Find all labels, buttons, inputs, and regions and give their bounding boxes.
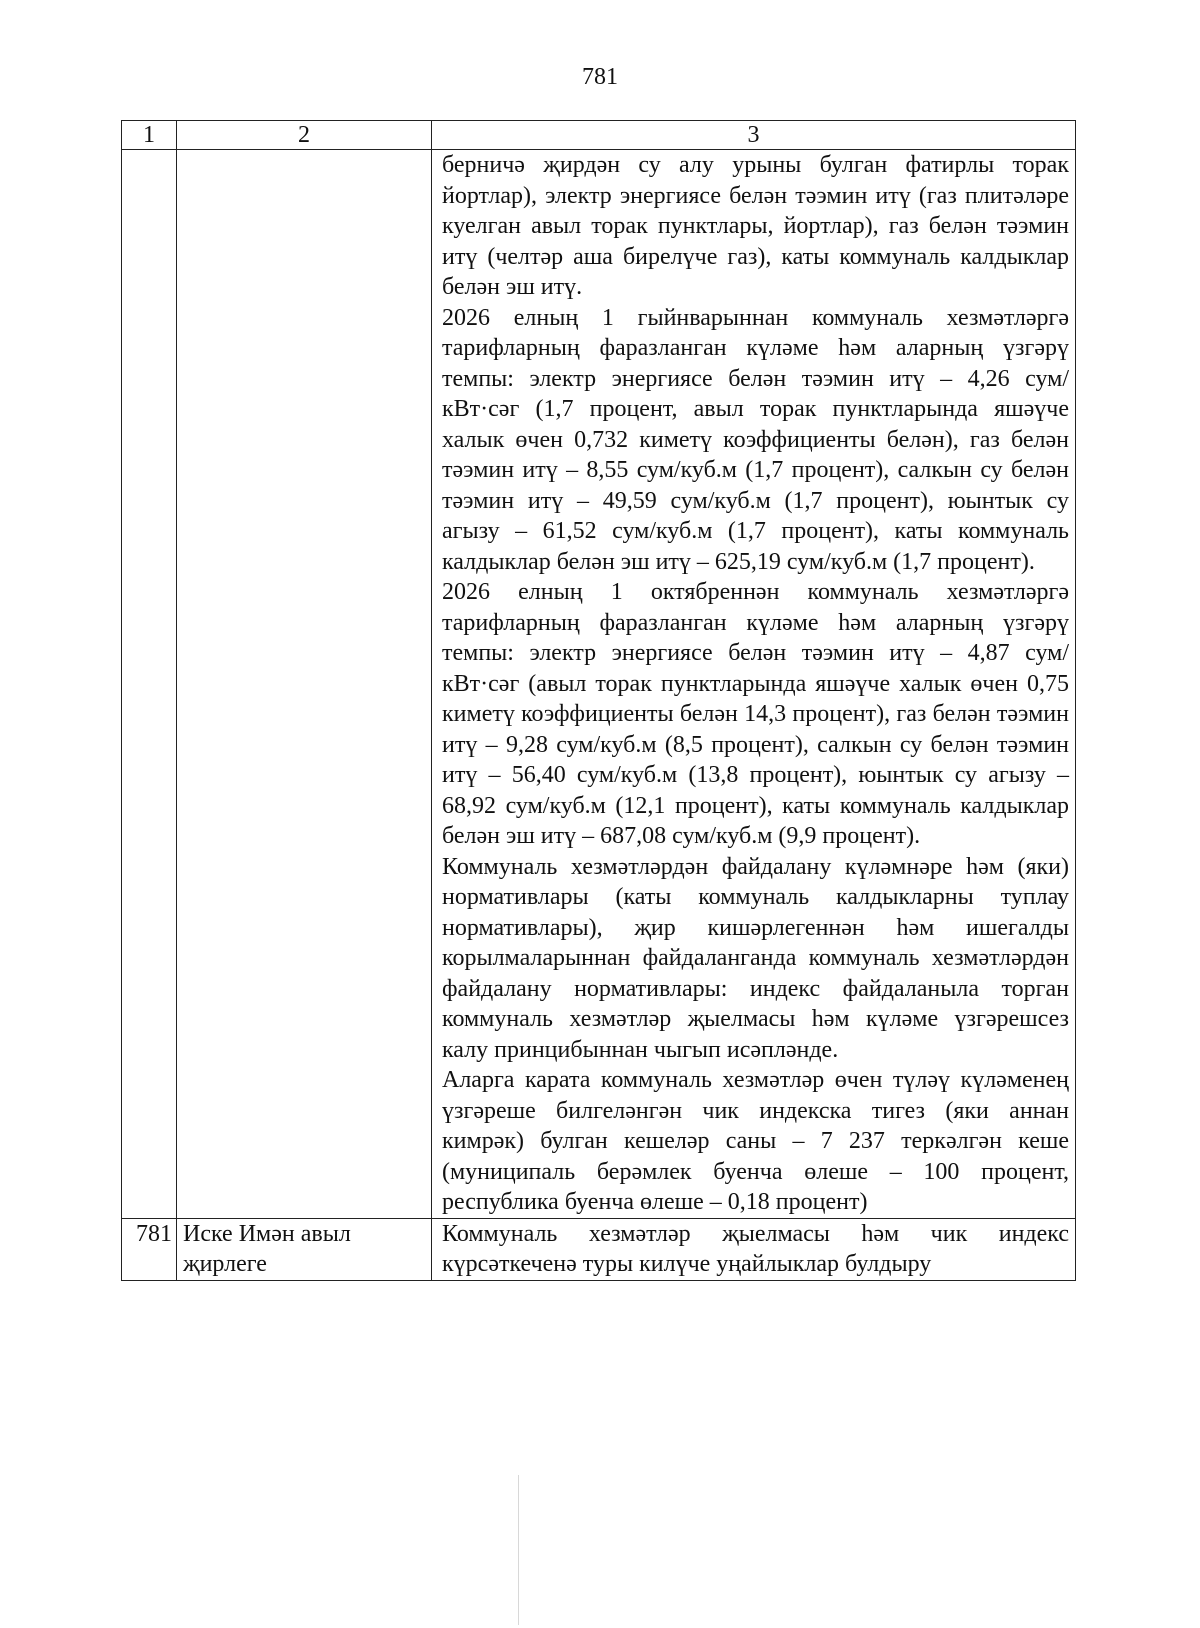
table-header-row [122, 121, 1076, 150]
paragraph-next-row: Коммуналь хезмәтләр җыелмасы һәм чик индекс күрсәткеченә туры килүче уңайлыклар булдыру [442, 1220, 1069, 1277]
paragraph-consumption-norms: Коммуналь хезмәтләрдән файдалану күләмнәре һәм (яки) нормативлары (каты коммуналь калдыкларны туплау нормативлары), җир кишәрлегеннән һәм ишегалды корылмаларыннан файдаланганда коммуналь хезмәтләрдән файдалану нормативлары: индекс файдаланыла торган коммуналь хезмәтләр җыелмасы һәм күләме үзгәрешсез калу принцибыннан чыгып исәпләнде. [442, 853, 1069, 1063]
paragraph-tariffs-january: 2026 елның 1 гыйнварыннан коммуналь хезмәтләргә тарифларның фаразланган күләме һәм аларның үзгәрү темпы: электр энергиясе белән тәэмин итү – 4,26 сум/кВт·сәг (1,7 процент, авыл торак пунктларында яшәүче халык өчен 0,732 киметү коэффициенты белән), газ белән тәэмин итү – 8,55 сум/куб.м (1,7 процент), салкын су белән тәэмин итү – 49,59 сум/куб.м (1,7 процент), юынтык су агызу – 61,52 сум/куб.м (1,7 процент), каты коммуналь калдыклар белән эш итү – 625,19 сум/куб.м (1,7 процент). [442, 304, 1069, 575]
paragraph-tariffs-october: 2026 елның 1 октябреннән коммуналь хезмәтләргә тарифларның фаразланган күләме һәм аларның үзгәрү темпы: электр энергиясе белән тәэмин итү – 4,87 сум/кВт·сәг (авыл торак пунктларында яшәүче халык өчен 0,75 киметү коэффициенты белән 14,3 процент), газ белән тәэмин итү – 9,28 сум/куб.м (8,5 процент), салкын су белән тәэмин итү – 56,40 сум/куб.м (13,8 процент), юынтык су агызу – 68,92 сум/куб.м (12,1 процент), каты коммуналь калдыклар белән эш итү – 687,08 сум/куб.м (9,9 процент). [442, 579, 1069, 849]
scan-artifact-line [518, 1475, 519, 1625]
column-header-1: 1 [122, 121, 177, 150]
table-row-781 [122, 1218, 1076, 1280]
table-row-continuation [122, 150, 1076, 1219]
paragraph-utilities-list: берничә җирдән су алу урыны булган фатирлы торак йортлар), электр энергиясе белән тәэмин итү (газ плитәләре куелган авыл торак пунктлары, йортлар), газ белән тәэмин итү (челтәр аша бирелүче газ), каты коммуналь калдыклар белән эш итү. [442, 152, 1069, 300]
settlement-name-cell: Иске Имән авыл җирлеге [177, 1218, 432, 1280]
description-cell [432, 150, 1076, 1219]
column-header-2: 2 [177, 121, 432, 150]
row-number-cell [122, 150, 177, 1219]
settlement-name-cell [177, 150, 432, 1219]
tariff-table [121, 120, 1076, 1281]
column-header-3: 3 [432, 121, 1076, 150]
paragraph-population-count: Аларга карата коммуналь хезмәтләр өчен түләү күләменең үзгәреше билгеләнгән чик индекска тигез (яки аннан кимрәк) булган кешеләр саны – 7 237 теркәлгән кеше (муниципаль берәмлек буенча өлеше – 100 процент, республика буенча өлеше – 0,18 процент) [442, 1067, 1069, 1215]
description-cell [432, 1218, 1076, 1280]
row-number-cell: 781 [122, 1218, 177, 1280]
page-number: 781 [582, 64, 618, 90]
